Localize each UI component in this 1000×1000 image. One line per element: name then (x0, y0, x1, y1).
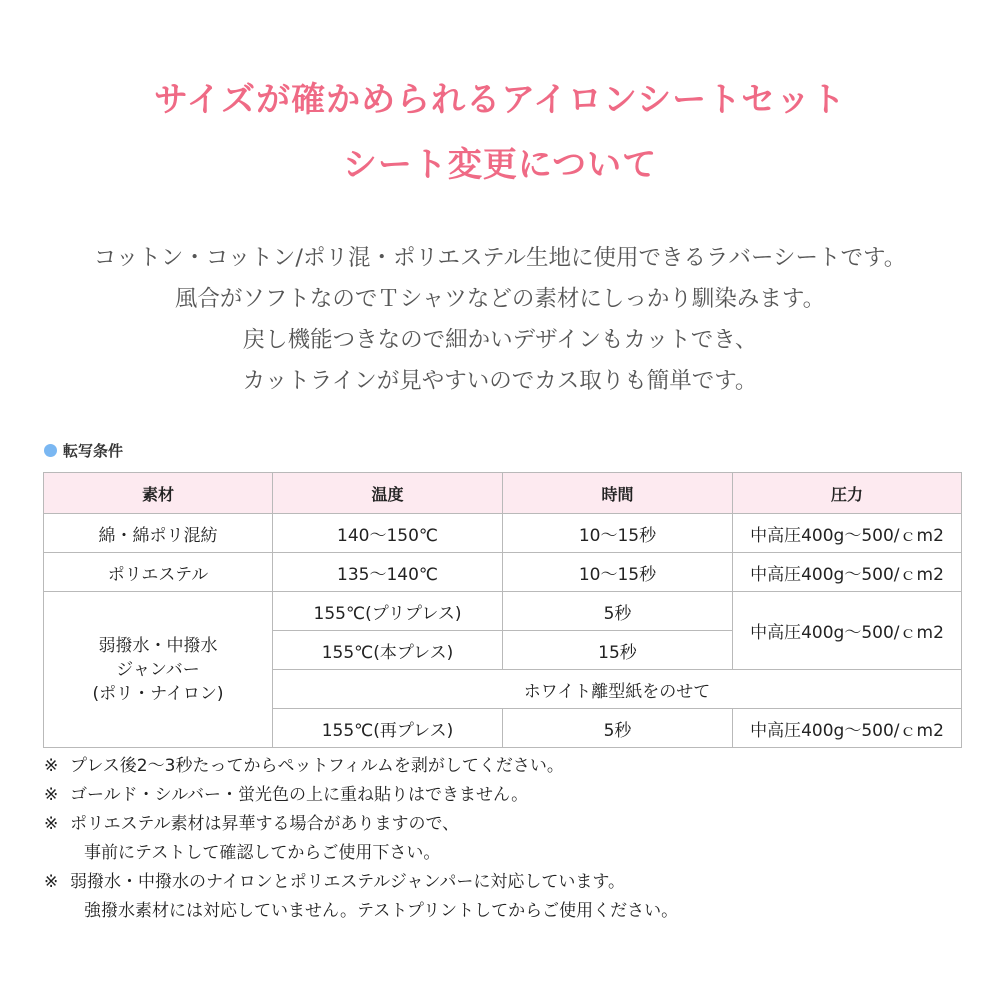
cell-time: 5秒 (503, 709, 733, 748)
note-mark: ※ (44, 814, 59, 834)
table-row (44, 514, 962, 553)
table-header-row (44, 473, 962, 514)
header-material: 素材 (44, 473, 273, 514)
note-text: ポリエステル素材は昇華する場合がありますので、 (70, 814, 460, 834)
note-mark: ※ (44, 785, 59, 805)
cell-temperature: 155℃(本プレス) (273, 631, 503, 670)
note-text: プレス後2〜3秒たってからペットフィルムを剥がしてください。 (70, 756, 564, 776)
note-item (44, 781, 678, 810)
intro-text (0, 238, 1000, 402)
transfer-conditions-heading (44, 438, 123, 462)
note-continuation: 事前にテストして確認してからご使用下さい。 (84, 843, 441, 863)
cell-material (44, 592, 273, 748)
intro-line: コットン・コットン/ポリ混・ポリエステル生地に使用できるラバーシートです。 (93, 245, 907, 271)
cell-temperature: 135〜140℃ (273, 553, 503, 592)
material-line: (ポリ・ナイロン) (92, 683, 224, 704)
material-line: 弱撥水・中撥水 (98, 635, 218, 656)
cell-temperature: 155℃(プリプレス) (273, 592, 503, 631)
note-text: ゴールド・シルバー・蛍光色の上に重ね貼りはできません。 (70, 785, 529, 805)
cell-time: 5秒 (503, 592, 733, 631)
material-line: ジャンバー (116, 659, 200, 680)
transfer-conditions-table (43, 472, 962, 748)
cell-temperature: 140〜150℃ (273, 514, 503, 553)
note-mark: ※ (44, 756, 59, 776)
cell-instruction: ホワイト離型紙をのせて (273, 670, 962, 709)
cell-pressure: 中高圧400g〜500/ｃm2 (733, 553, 962, 592)
cell-pressure: 中高圧400g〜500/ｃm2 (733, 514, 962, 553)
note-text: 弱撥水・中撥水のナイロンとポリエステルジャンパーに対応しています。 (70, 872, 625, 892)
note-item (44, 868, 678, 897)
intro-line: カットラインが見やすいのでカス取りも簡単です。 (242, 368, 758, 394)
table-row (44, 592, 962, 631)
cell-pressure: 中高圧400g〜500/ｃm2 (733, 592, 962, 670)
note-item (44, 752, 678, 781)
cell-time: 15秒 (503, 631, 733, 670)
cell-temperature: 155℃(再プレス) (273, 709, 503, 748)
bullet-dot-icon (44, 444, 57, 457)
section-label: 転写条件 (63, 441, 124, 460)
cell-pressure: 中高圧400g〜500/ｃm2 (733, 709, 962, 748)
note-continuation: 強撥水素材には対応していません。テストプリントしてからご使用ください。 (84, 901, 679, 921)
page-title: サイズが確かめられるアイロンシートセット (153, 80, 847, 120)
note-mark: ※ (44, 872, 59, 892)
note-item (44, 810, 678, 839)
cell-material: 綿・綿ポリ混紡 (44, 514, 273, 553)
header-time: 時間 (503, 473, 733, 514)
cell-time: 10〜15秒 (503, 553, 733, 592)
intro-line: 戻し機能つきなので細かいデザインもカットでき、 (242, 327, 758, 353)
intro-line: 風合がソフトなのでＴシャツなどの素材にしっかり馴染みます。 (174, 286, 826, 312)
notes-list (44, 752, 678, 926)
header-temperature: 温度 (273, 473, 503, 514)
cell-time: 10〜15秒 (503, 514, 733, 553)
header-pressure: 圧力 (733, 473, 962, 514)
table-row (44, 553, 962, 592)
page-subtitle: シート変更について (342, 145, 658, 185)
cell-material: ポリエステル (44, 553, 273, 592)
